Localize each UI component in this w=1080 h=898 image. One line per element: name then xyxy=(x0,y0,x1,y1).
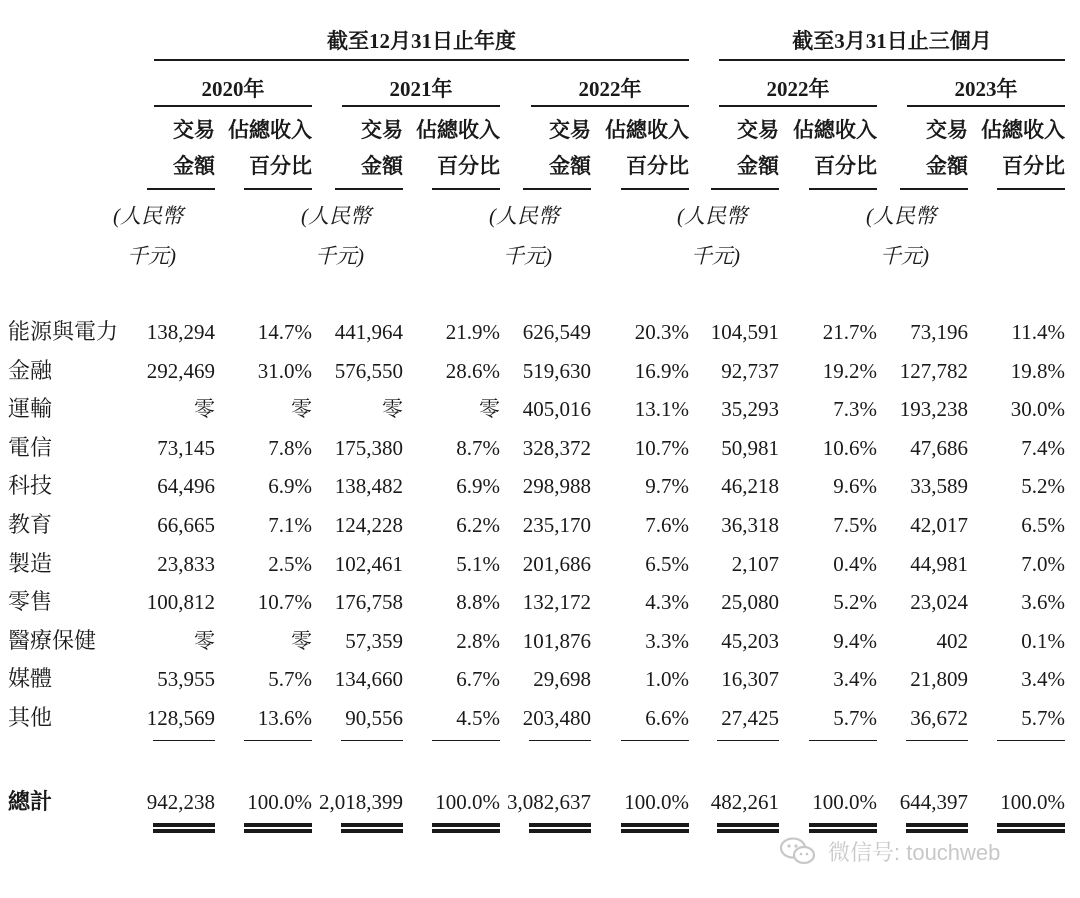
table-cell: 7.8% xyxy=(268,435,312,460)
table-cell: 9.4% xyxy=(833,628,877,653)
table-cell: 7.4% xyxy=(1021,435,1065,460)
total-double-rule xyxy=(244,823,312,833)
row-label: 其他 xyxy=(8,705,53,730)
rule-group-three-months xyxy=(719,59,1065,61)
table-cell: 35,293 xyxy=(721,397,779,422)
header-year-2023-q1: 2023年 xyxy=(954,77,1018,101)
total-double-rule xyxy=(809,823,877,833)
table-cell: 576,550 xyxy=(334,358,403,383)
subtotal-rule xyxy=(906,740,968,741)
header-group-three-months: 截至3月31日止三個月 xyxy=(792,29,992,53)
rule-year-2022 xyxy=(531,105,689,107)
total-double-rule xyxy=(341,823,403,833)
table-cell: 19.8% xyxy=(1010,358,1065,383)
watermark xyxy=(780,834,1060,870)
table-cell: 6.6% xyxy=(645,706,689,730)
table-cell: 零 xyxy=(194,397,215,422)
table-cell: 0.1% xyxy=(1021,628,1065,653)
table-cell: 7.5% xyxy=(833,513,877,537)
table-cell: 6.5% xyxy=(645,551,689,576)
table-cell: 124,228 xyxy=(334,513,403,537)
table-cell: 57,359 xyxy=(345,628,403,653)
table-cell: 101,876 xyxy=(522,628,591,653)
col-header-pct-2021-line2: 百分比 xyxy=(437,154,500,178)
rule-col-amount-2021 xyxy=(335,188,403,190)
col-header-pct-2022-line2: 百分比 xyxy=(626,154,689,178)
col-header-pct-2021-line1: 佔總收入 xyxy=(416,118,500,142)
total-double-rule xyxy=(153,823,215,833)
table-cell: 45,203 xyxy=(721,628,779,653)
subtotal-rule xyxy=(432,740,500,741)
col-header-amount-2023-q1-line1: 交易 xyxy=(926,118,968,142)
table-cell: 25,080 xyxy=(721,590,779,615)
table-cell: 66,665 xyxy=(157,513,215,537)
table-cell: 7.1% xyxy=(268,513,312,537)
total-cell: 942,238 xyxy=(146,790,215,814)
row-label: 媒體 xyxy=(8,666,53,692)
total-cell: 3,082,637 xyxy=(507,790,591,814)
table-cell: 7.6% xyxy=(645,513,689,537)
rule-year-2020 xyxy=(154,105,312,107)
subtotal-rule xyxy=(621,740,689,741)
rule-col-pct-2021 xyxy=(432,188,500,190)
table-cell: 5.7% xyxy=(833,706,877,730)
unit-label-2022-line1: (人民幣 xyxy=(489,204,559,228)
table-cell: 193,238 xyxy=(899,397,968,422)
table-cell: 20.3% xyxy=(634,320,689,344)
table-cell: 11.4% xyxy=(1011,320,1065,344)
table-cell: 8.8% xyxy=(456,590,500,615)
table-cell: 100,812 xyxy=(146,590,215,615)
table-cell: 5.7% xyxy=(1021,706,1065,730)
table-cell: 50,981 xyxy=(721,435,779,460)
table-cell: 10.6% xyxy=(822,435,877,460)
unit-label-2023-q1-line1: (人民幣 xyxy=(866,204,936,228)
total-double-rule xyxy=(529,823,591,833)
unit-label-2022-line2: 千元) xyxy=(503,244,552,268)
rule-col-amount-2020 xyxy=(147,188,215,190)
table-cell: 5.1% xyxy=(456,551,500,576)
col-header-pct-2023-q1-line1: 佔總收入 xyxy=(981,118,1065,142)
table-cell: 16,307 xyxy=(721,667,779,692)
col-header-amount-2021-line1: 交易 xyxy=(361,118,403,142)
rule-col-amount-2022 xyxy=(523,188,591,190)
table-cell: 28.6% xyxy=(445,358,500,383)
total-cell: 100.0% xyxy=(435,790,500,814)
total-cell: 100.0% xyxy=(1000,790,1065,814)
table-cell: 127,782 xyxy=(899,358,968,383)
header-year-2021: 2021年 xyxy=(389,77,453,101)
total-cell: 482,261 xyxy=(710,790,779,814)
table-cell: 4.3% xyxy=(645,590,689,615)
col-header-amount-2022-line2: 金額 xyxy=(549,154,591,178)
unit-label-2022-q1-line2: 千元) xyxy=(691,244,740,268)
table-cell: 128,569 xyxy=(146,706,215,730)
table-cell: 33,589 xyxy=(910,474,968,499)
table-cell: 21.7% xyxy=(822,320,877,344)
table-cell: 2,107 xyxy=(731,551,779,576)
table-cell: 零 xyxy=(479,397,500,422)
subtotal-rule xyxy=(153,740,215,741)
col-header-amount-2022-q1-line2: 金額 xyxy=(737,154,779,178)
table-cell: 92,737 xyxy=(721,358,779,383)
table-cell: 5.7% xyxy=(268,667,312,692)
total-cell: 100.0% xyxy=(247,790,312,814)
rule-year-2023-q1 xyxy=(907,105,1065,107)
unit-label-2020-line1: (人民幣 xyxy=(113,204,183,228)
total-cell: 100.0% xyxy=(812,790,877,814)
col-header-pct-2022-q1-line2: 百分比 xyxy=(814,154,877,178)
row-label: 教育 xyxy=(8,512,53,537)
table-cell: 102,461 xyxy=(334,551,403,576)
table-cell: 73,145 xyxy=(157,435,215,460)
header-year-2022: 2022年 xyxy=(578,77,642,101)
table-cell: 176,758 xyxy=(334,590,403,615)
row-label: 零售 xyxy=(8,589,53,615)
table-cell: 175,380 xyxy=(334,435,403,460)
rule-col-amount-2022-q1 xyxy=(711,188,779,190)
table-cell: 46,218 xyxy=(721,474,779,499)
table-cell: 298,988 xyxy=(522,474,591,499)
table-cell: 104,591 xyxy=(710,320,779,344)
table-cell: 6.2% xyxy=(456,513,500,537)
rule-year-2021 xyxy=(342,105,500,107)
table-cell: 6.7% xyxy=(456,667,500,692)
watermark-text: 微信号: touchweb xyxy=(828,840,1001,865)
col-header-amount-2023-q1-line2: 金額 xyxy=(926,154,968,178)
table-cell: 7.0% xyxy=(1021,551,1065,576)
total-cell: 100.0% xyxy=(624,790,689,814)
table-cell: 6.5% xyxy=(1021,513,1065,537)
unit-label-2022-q1-line1: (人民幣 xyxy=(677,204,747,228)
rule-col-pct-2022 xyxy=(621,188,689,190)
table-cell: 5.2% xyxy=(833,590,877,615)
subtotal-rule xyxy=(244,740,312,741)
header-group-fiscal-year: 截至12月31日止年度 xyxy=(327,29,516,53)
table-cell: 328,372 xyxy=(522,435,591,460)
table-cell: 16.9% xyxy=(634,358,689,383)
row-label: 能源與電力 xyxy=(8,319,119,344)
col-header-amount-2022-q1-line1: 交易 xyxy=(737,118,779,142)
row-label: 醫療保健 xyxy=(8,627,97,653)
subtotal-rule xyxy=(529,740,591,741)
header-year-2022-q1: 2022年 xyxy=(766,77,830,101)
table-cell: 21.9% xyxy=(445,320,500,344)
table-cell: 44,981 xyxy=(910,551,968,576)
col-header-pct-2023-q1-line2: 百分比 xyxy=(1002,154,1065,178)
table-cell: 27,425 xyxy=(721,706,779,730)
rule-col-pct-2023-q1 xyxy=(997,188,1065,190)
table-cell: 53,955 xyxy=(157,667,215,692)
table-cell: 441,964 xyxy=(334,320,403,344)
total-double-rule xyxy=(432,823,500,833)
row-label: 金融 xyxy=(8,357,53,383)
table-cell: 10.7% xyxy=(257,590,312,615)
total-cell: 644,397 xyxy=(899,790,968,814)
row-label: 製造 xyxy=(8,550,53,576)
table-cell: 47,686 xyxy=(910,435,968,460)
table-cell: 1.0% xyxy=(645,667,689,692)
table-cell: 42,017 xyxy=(910,513,968,537)
table-cell: 3.4% xyxy=(1021,667,1065,692)
total-double-rule xyxy=(717,823,779,833)
table-cell: 23,024 xyxy=(910,590,968,615)
table-cell: 402 xyxy=(936,628,968,653)
table-cell: 19.2% xyxy=(822,358,877,383)
table-cell: 626,549 xyxy=(522,320,591,344)
table-cell: 6.9% xyxy=(456,474,500,499)
col-header-pct-2022-line1: 佔總收入 xyxy=(605,118,689,142)
subtotal-rule xyxy=(809,740,877,741)
table-cell: 7.3% xyxy=(833,397,877,422)
table-cell: 31.0% xyxy=(257,358,312,383)
col-header-amount-2020-line2: 金額 xyxy=(173,154,215,178)
table-cell: 235,170 xyxy=(522,513,591,537)
table-cell: 405,016 xyxy=(522,397,591,422)
subtotal-rule xyxy=(717,740,779,741)
table-cell: 13.6% xyxy=(257,706,312,730)
col-header-amount-2021-line2: 金額 xyxy=(361,154,403,178)
table-cell: 零 xyxy=(194,628,215,653)
rule-year-2022-q1 xyxy=(719,105,877,107)
table-cell: 零 xyxy=(291,397,312,422)
total-cell: 2,018,399 xyxy=(319,790,403,814)
table-cell: 5.2% xyxy=(1021,474,1065,499)
table-cell: 203,480 xyxy=(522,706,591,730)
table-cell: 8.7% xyxy=(456,435,500,460)
table-cell: 零 xyxy=(382,397,403,422)
row-label: 運輸 xyxy=(8,396,53,422)
row-label: 電信 xyxy=(8,434,53,460)
table-cell: 36,672 xyxy=(910,706,968,730)
total-double-rule xyxy=(621,823,689,833)
subtotal-rule xyxy=(341,740,403,741)
header-year-2020: 2020年 xyxy=(201,77,265,101)
table-cell: 9.6% xyxy=(833,474,877,499)
table-cell: 132,172 xyxy=(522,590,591,615)
table-cell: 201,686 xyxy=(522,551,591,576)
table-cell: 9.7% xyxy=(645,474,689,499)
col-header-pct-2022-q1-line1: 佔總收入 xyxy=(793,118,877,142)
table-cell: 134,660 xyxy=(334,667,403,692)
rule-col-amount-2023-q1 xyxy=(900,188,968,190)
unit-label-2021-line1: (人民幣 xyxy=(301,204,371,228)
total-double-rule xyxy=(997,823,1065,833)
table-cell: 73,196 xyxy=(910,320,968,344)
table-cell: 64,496 xyxy=(157,474,215,499)
table-cell: 90,556 xyxy=(345,706,403,730)
table-cell: 10.7% xyxy=(634,435,689,460)
table-cell: 14.7% xyxy=(257,320,312,344)
table-cell: 2.8% xyxy=(456,628,500,653)
rule-col-pct-2022-q1 xyxy=(809,188,877,190)
table-cell: 30.0% xyxy=(1010,397,1065,422)
col-header-amount-2022-line1: 交易 xyxy=(549,118,591,142)
table-cell: 23,833 xyxy=(157,551,215,576)
row-label: 科技 xyxy=(8,473,53,499)
table-cell: 4.5% xyxy=(456,706,500,730)
table-cell: 3.3% xyxy=(645,628,689,653)
table-cell: 3.6% xyxy=(1021,590,1065,615)
table-cell: 138,482 xyxy=(334,474,403,499)
table-cell: 6.9% xyxy=(268,474,312,499)
wechat-icon xyxy=(780,837,816,865)
table-cell: 29,698 xyxy=(533,667,591,692)
col-header-pct-2020-line2: 百分比 xyxy=(249,154,312,178)
col-header-pct-2020-line1: 佔總收入 xyxy=(228,118,312,142)
total-double-rule xyxy=(906,823,968,833)
table-cell: 292,469 xyxy=(146,358,215,383)
table-cell: 3.4% xyxy=(833,667,877,692)
table-cell: 519,630 xyxy=(522,358,591,383)
subtotal-rule xyxy=(997,740,1065,741)
table-cell: 2.5% xyxy=(268,551,312,576)
table-cell: 36,318 xyxy=(721,513,779,537)
rule-col-pct-2020 xyxy=(244,188,312,190)
table-cell: 零 xyxy=(291,628,312,653)
table-cell: 13.1% xyxy=(634,397,689,422)
table-cell: 0.4% xyxy=(833,551,877,576)
unit-label-2023-q1-line2: 千元) xyxy=(880,244,929,268)
col-header-amount-2020-line1: 交易 xyxy=(173,118,215,142)
table-cell: 21,809 xyxy=(910,667,968,692)
total-label: 總計 xyxy=(8,789,53,814)
table-cell: 138,294 xyxy=(146,320,215,344)
unit-label-2021-line2: 千元) xyxy=(315,244,364,268)
unit-label-2020-line2: 千元) xyxy=(127,244,176,268)
rule-group-fiscal-year xyxy=(154,59,689,61)
